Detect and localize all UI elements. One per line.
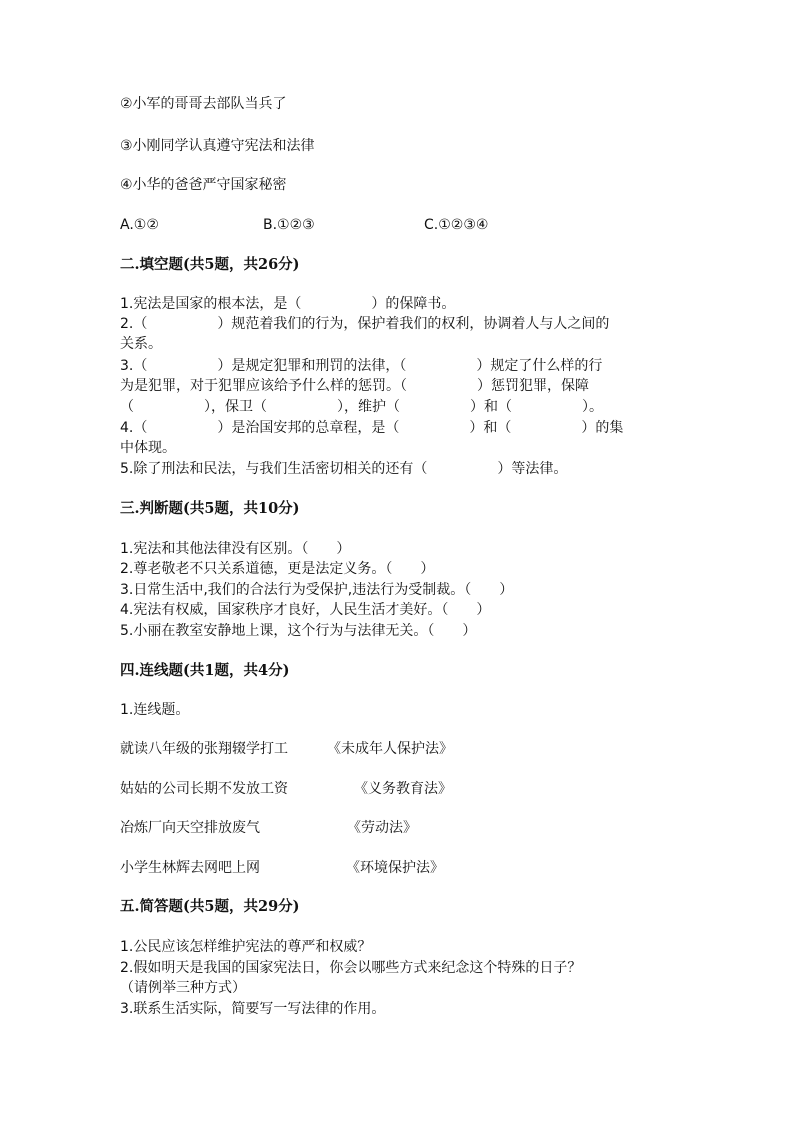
short-answer-line: （请例举三种方式） bbox=[120, 980, 246, 996]
short-answer-line: 1.公民应该怎样维护宪法的尊严和权威？ bbox=[120, 939, 372, 955]
option-b: B.①②③ bbox=[263, 217, 315, 233]
section-heading: 二.填空题(共5题，共26分) bbox=[120, 256, 300, 273]
match-right-item: 《未成年人保护法》 bbox=[327, 741, 453, 757]
judge-line: 2.尊老敬老不只关系道德，更是法定义务。（ ） bbox=[120, 561, 435, 577]
fill-line: 中体现。 bbox=[120, 440, 176, 456]
judge-line: 4.宪法有权威，国家秩序才良好，人民生活才美好。（ ） bbox=[120, 602, 491, 618]
match-left-item: 就读八年级的张翔辍学打工 bbox=[120, 741, 288, 757]
option-a: A.①② bbox=[120, 217, 159, 233]
fill-line: 关系。 bbox=[120, 336, 162, 352]
fill-line: 为是犯罪，对于犯罪应该给予什么样的惩罚。（ ）惩罚犯罪，保障 bbox=[120, 378, 589, 394]
fill-line: （ ），保卫（ ），维护（ ）和（ ）。 bbox=[120, 399, 603, 415]
section-heading: 三.判断题(共5题，共10分) bbox=[120, 500, 300, 517]
match-left-item: 冶炼厂向天空排放废气 bbox=[120, 820, 260, 836]
section-heading: 四.连线题(共1题，共4分) bbox=[120, 662, 290, 679]
fill-line: 4.（ ）是治国安邦的总章程，是（ ）和（ ）的集 bbox=[120, 420, 624, 436]
fill-line: 2.（ ）规范着我们的行为，保护着我们的权利，协调着人与人之间的 bbox=[120, 316, 610, 332]
choice-item: ②小军的哥哥去部队当兵了 bbox=[120, 96, 287, 112]
choice-item: ③小刚同学认真遵守宪法和法律 bbox=[120, 138, 315, 154]
fill-line: 3.（ ）是规定犯罪和刑罚的法律，（ ）规定了什么样的行 bbox=[120, 358, 603, 374]
short-answer-line: 2.假如明天是我国的国家宪法日，你会以哪些方式来纪念这个特殊的日子？ bbox=[120, 960, 582, 976]
match-right-item: 《劳动法》 bbox=[347, 820, 417, 836]
fill-line: 1.宪法是国家的根本法，是（ ）的保障书。 bbox=[120, 296, 456, 312]
short-answer-line: 3.联系生活实际，简要写一写法律的作用。 bbox=[120, 1001, 386, 1017]
match-left-item: 姑姑的公司长期不发放工资 bbox=[120, 781, 288, 797]
choice-item: ④小华的爸爸严守国家秘密 bbox=[120, 177, 287, 193]
match-right-item: 《环境保护法》 bbox=[346, 860, 444, 876]
judge-line: 3.日常生活中,我们的合法行为受保护,违法行为受制裁。（ ） bbox=[120, 582, 514, 598]
match-right-item: 《义务教育法》 bbox=[354, 781, 452, 797]
option-c: C.①②③④ bbox=[424, 217, 489, 233]
fill-line: 5.除了刑法和民法，与我们生活密切相关的还有（ ）等法律。 bbox=[120, 461, 568, 477]
judge-line: 1.宪法和其他法律没有区别。（ ） bbox=[120, 541, 351, 557]
judge-line: 5.小丽在教室安静地上课，这个行为与法律无关。（ ） bbox=[120, 623, 477, 639]
match-intro: 1.连线题。 bbox=[120, 702, 190, 718]
match-left-item: 小学生林辉去网吧上网 bbox=[120, 860, 260, 876]
section-heading: 五.简答题(共5题，共29分) bbox=[120, 898, 300, 915]
